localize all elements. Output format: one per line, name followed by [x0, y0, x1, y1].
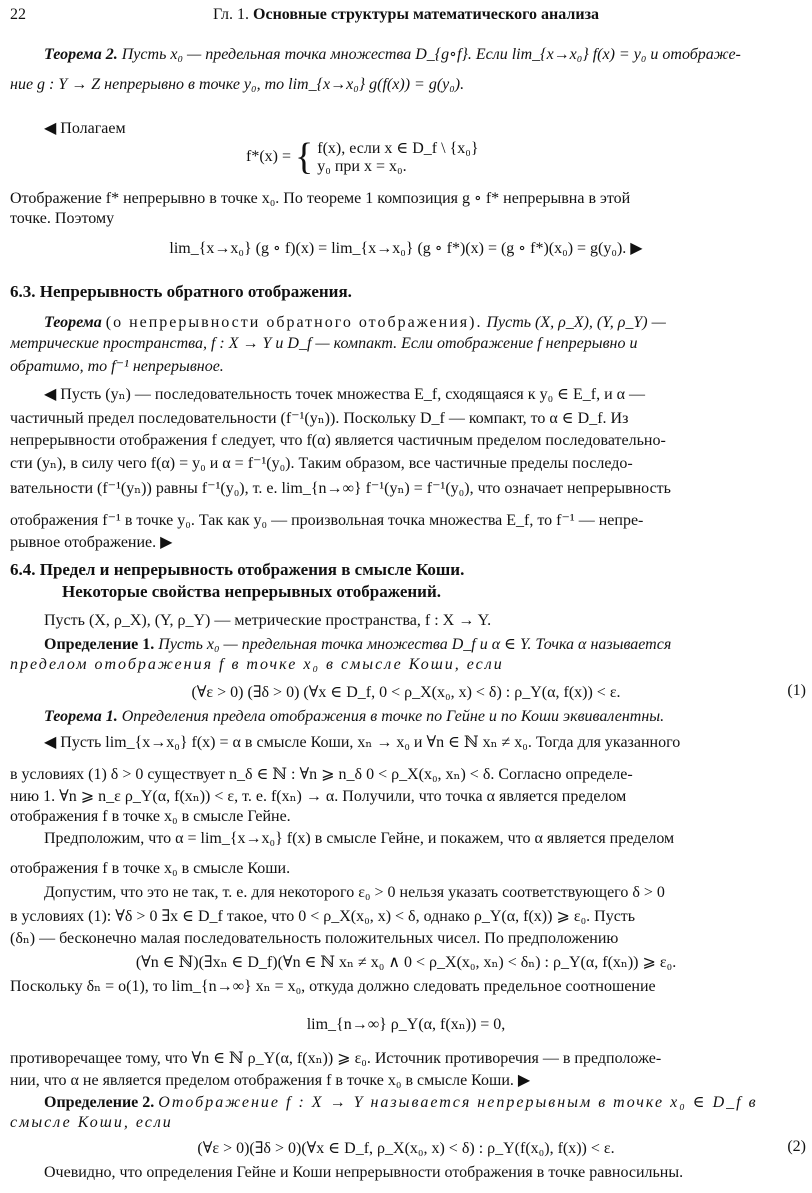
definition-2-line-2: смысле Коши, если — [10, 1114, 173, 1131]
paragraph-line: отображения f в точке x₀ в смысле Гейне. — [10, 808, 291, 825]
paragraph-line: отображения f в точке x₀ в смысле Коши. — [10, 860, 291, 877]
piecewise-lhs: f*(x) = — [246, 148, 292, 165]
theorem-name: (о непрерывности обратного отображения). — [105, 314, 483, 331]
paragraph-line: точке. Поэтому — [10, 210, 115, 227]
paragraph-line: рывное отображение. ▶ — [10, 534, 173, 551]
theorem-label: Теорема — [44, 314, 102, 331]
paragraph-line: ◀ Пусть lim_{x→x₀} f(x) = α в смысле Коши, xₙ → x₀ и ∀n ∈ ℕ xₙ ≠ x₀. Тогда для указанного — [44, 734, 681, 751]
paragraph-line: в условиях (1) δ > 0 существует n_δ ∈ ℕ : ∀n ⩾ n_δ 0 < ρ_X(x₀, xₙ) < δ. Согласно определе- — [10, 766, 633, 783]
limit-equation: lim_{n→∞} ρ_Y(α, f(xₙ)) = 0, — [306, 1016, 506, 1033]
paragraph-line: непрерывности отображения f следует, что f(α) является частичным пределом последовательно- — [10, 432, 666, 449]
paragraph-line: (δₙ) — бесконечно малая последовательность положительных чисел. По предположению — [10, 930, 619, 947]
section-6-4-heading: 6.4. Предел и непрерывность отображения в смысле Коши. — [10, 560, 465, 579]
left-brace: { — [295, 138, 314, 176]
paragraph-line: Предположим, что α = lim_{x→x₀} f(x) в смысле Гейне, и покажем, что α является пределом — [44, 830, 675, 847]
paragraph-line: сти (yₙ), в силу чего f(α) = y₀ и α = f⁻¹(y₀). Таким образом, все частичные пределы последо- — [10, 455, 633, 472]
composition-equation: lim_{x→x₀} (g ∘ f)(x) = lim_{x→x₀} (g ∘ f*)(x) = (g ∘ f*)(x₀) = g(y₀). ▶ — [169, 240, 643, 257]
theorem-label: Теорема 1. — [44, 708, 118, 725]
equation-1-number: (1) — [787, 682, 806, 699]
section-6-3-heading: 6.3. Непрерывность обратного отображения. — [10, 282, 352, 301]
piecewise-definition — [10, 138, 812, 176]
page-number: 22 — [10, 6, 26, 23]
theorem-label: Теорема 2. — [44, 46, 118, 63]
inverse-theorem-line-2: метрические пространства, f : X → Y и D_f — компакт. Если отображение f непрерывно и — [10, 335, 638, 352]
theorem-text: Пусть (X, ρ_X), (Y, ρ_Y) — — [486, 314, 666, 331]
paragraph-line: отображения f⁻¹ в точке y₀. Так как y₀ — произвольная точка множества E_f, то f⁻¹ — непре- — [10, 512, 644, 529]
sequence-condition: (∀n ∈ ℕ)(∃xₙ ∈ D_f)(∀n ∈ ℕ xₙ ≠ x₀ ∧ 0 < ρ_X(x₀, xₙ) < δₙ) : ρ_Y(α, f(xₙ)) ⩾ ε₀. — [135, 954, 677, 971]
inverse-theorem-line-1 — [10, 314, 812, 332]
definition-label: Определение 2. — [44, 1094, 155, 1111]
theorem-2-line-1 — [10, 44, 812, 64]
running-header — [0, 6, 812, 24]
equation-2: (∀ε > 0)(∃δ > 0)(∀x ∈ D_f, ρ_X(x₀, x) < δ) : ρ_Y(f(x₀), f(x)) < ε. — [197, 1140, 615, 1157]
definition-label: Определение 1. — [44, 636, 155, 653]
section-6-4-subheading: Некоторые свойства непрерывных отображений. — [62, 582, 441, 601]
definition-2-line-1 — [10, 1092, 812, 1112]
theorem-1-line — [10, 708, 812, 726]
paragraph-line: в условиях (1): ∀δ > 0 ∃x ∈ D_f такое, что 0 < ρ_X(x₀, x) < δ, однако ρ_Y(α, f(x)) ⩾ ε₀. Пусть — [10, 908, 636, 925]
theorem-2-line-2: ние g : Y → Z непрерывно в точке y₀, то lim_{x→x₀} g(f(x)) = g(y₀). — [10, 76, 465, 93]
paragraph-line: нии, что α не является пределом отображения f в точке x₀ в смысле Коши. ▶ — [10, 1072, 531, 1089]
paragraph-line: Отображение f* непрерывно в точке x₀. По теореме 1 композиция g ∘ f* непрерывна в этой — [10, 190, 631, 207]
paragraph-line: частичный предел последовательности (f⁻¹(yₙ)). Поскольку D_f — компакт, то α ∈ D_f. Из — [10, 410, 629, 427]
equation-1: (∀ε > 0) (∃δ > 0) (∀x ∈ D_f, 0 < ρ_X(x₀, x) < δ) : ρ_Y(α, f(x)) < ε. — [191, 684, 621, 701]
paragraph-line: противоречащее тому, что ∀n ∈ ℕ ρ_Y(α, f(xₙ)) ⩾ ε₀. Источник противоречия — в предположе- — [10, 1050, 662, 1067]
definition-text: Отображение f : X → Y называется непрерывным в точке x₀ ∈ D_f в — [158, 1094, 758, 1111]
chapter-label: Гл. 1. — [212, 6, 250, 23]
paragraph-line: нию 1. ∀n ⩾ n_ε ρ_Y(α, f(xₙ)) < ε, т. е. f(xₙ) → α. Получили, что точка α является пределом — [10, 788, 627, 805]
paragraph-line: Допустим, что это не так, т. е. для некоторого ε₀ > 0 нельзя указать соответствующего δ > 0 — [44, 884, 665, 901]
proof-start: ◀ Полагаем — [44, 120, 126, 137]
definition-1-line-2: пределом отображения f в точке x₀ в смысле Коши, если — [10, 656, 504, 673]
piecewise-cases — [317, 138, 478, 176]
theorem-text: Пусть x₀ — предельная точка множества D_{g∘f}. Если lim_{x→x₀} f(x) = y₀ и отображе- — [121, 46, 741, 63]
chapter-title: Основные структуры математического анализа — [253, 6, 600, 23]
paragraph-line: Поскольку δₙ = o(1), то lim_{n→∞} xₙ = x₀, откуда должно следовать предельное соотношение — [10, 978, 656, 995]
paragraph-line: ◀ Пусть (yₙ) — последовательность точек множества E_f, сходящаяся к y₀ ∈ E_f, и α — — [44, 386, 646, 403]
definition-1-line-1 — [10, 634, 812, 654]
equation-2-number: (2) — [787, 1138, 806, 1155]
definition-text: Пусть x₀ — предельная точка множества D_f и α ∈ Y. Точка α называется — [158, 636, 672, 653]
paragraph-line: Очевидно, что определения Гейне и Коши непрерывности отображения в точке равносильны. — [44, 1164, 684, 1181]
inverse-theorem-line-3: обратимо, то f⁻¹ непрерывное. — [10, 358, 224, 375]
paragraph-line: Пусть (X, ρ_X), (Y, ρ_Y) — метрические пространства, f : X → Y. — [44, 612, 492, 629]
theorem-text: Определения предела отображения в точке по Гейне и по Коши эквивалентны. — [121, 708, 665, 725]
case-1: f(x), если x ∈ D_f \ {x₀} — [317, 140, 479, 157]
paragraph-line: вательности (f⁻¹(yₙ)) равны f⁻¹(y₀), т. е. lim_{n→∞} f⁻¹(yₙ) = f⁻¹(y₀), что означает непрерывность — [10, 480, 671, 497]
case-2: y₀ при x = x₀. — [317, 158, 407, 175]
